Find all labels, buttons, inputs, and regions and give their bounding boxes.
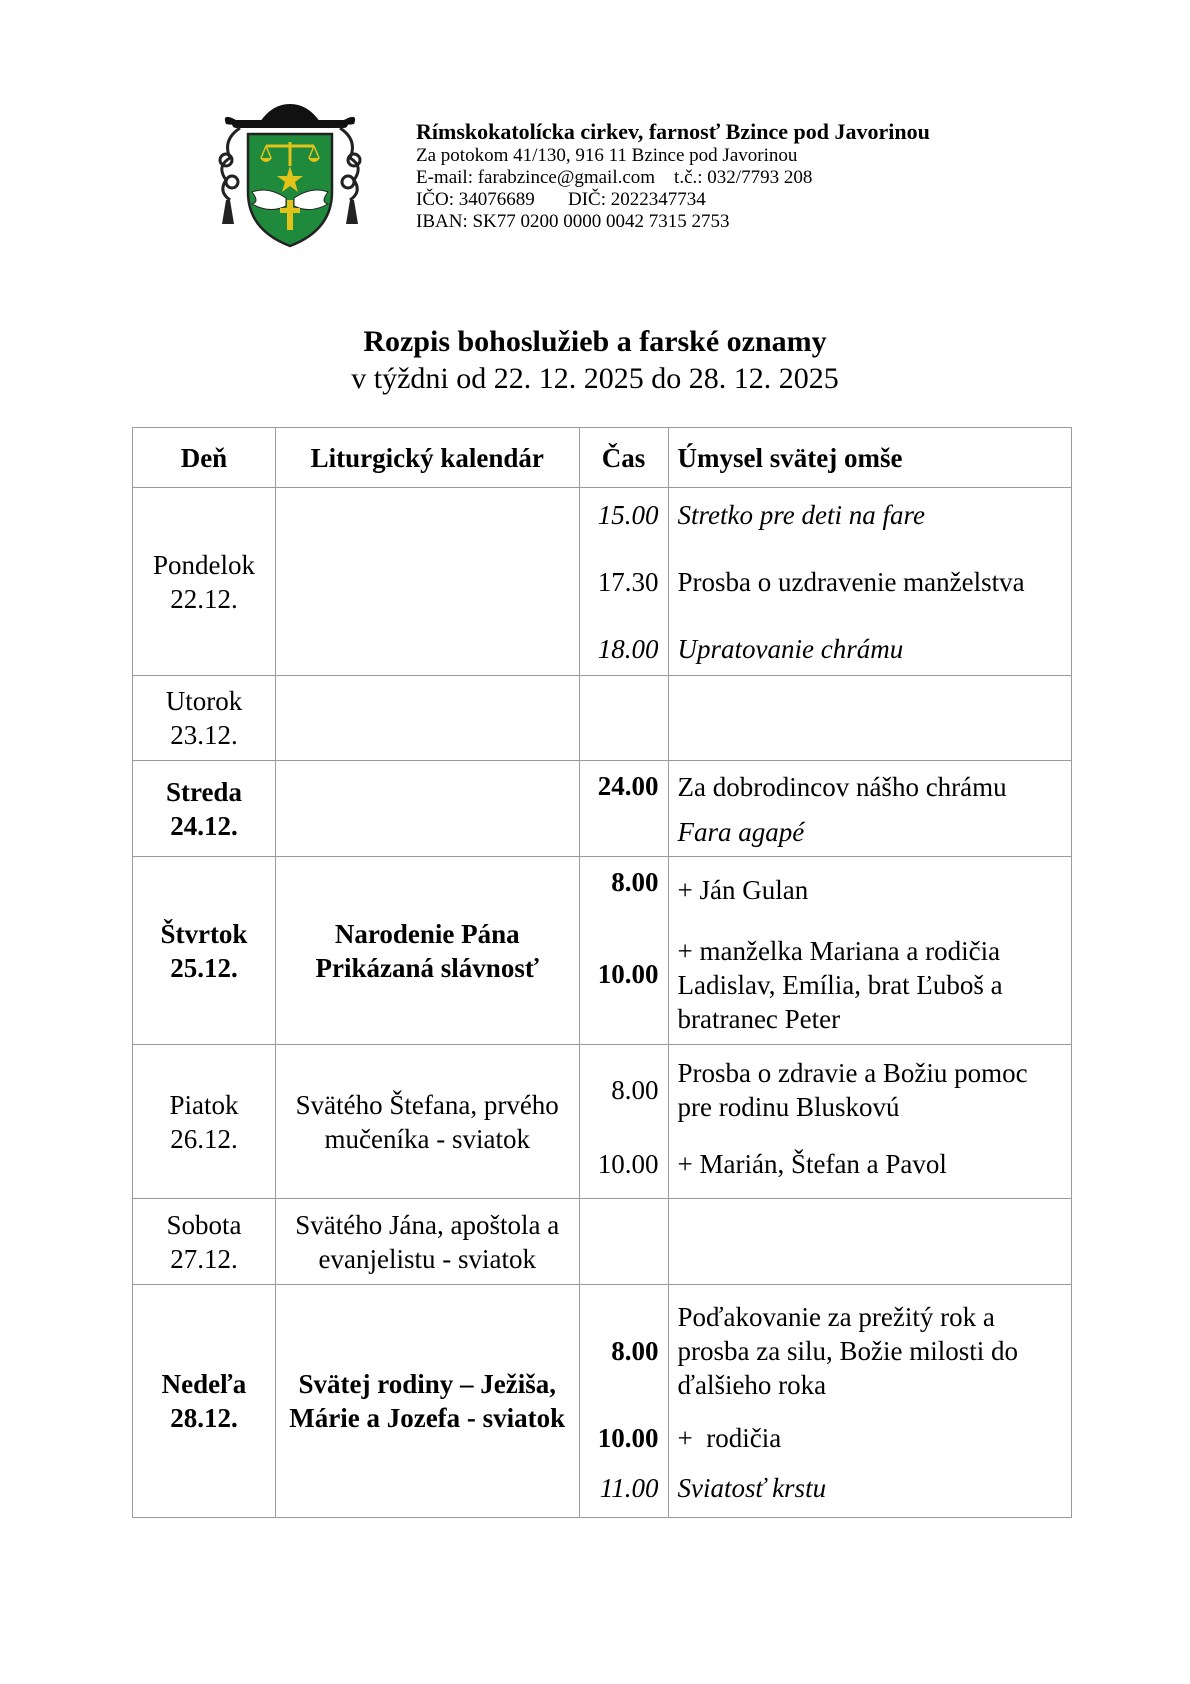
day-date: 27.12. xyxy=(170,1243,238,1274)
table-row xyxy=(133,1045,1072,1199)
day-date: 26.12. xyxy=(170,1123,238,1154)
table-row xyxy=(133,676,1072,761)
parish-header xyxy=(416,119,930,233)
time-value: 10.00 xyxy=(597,1148,659,1179)
time-cell xyxy=(579,676,668,761)
liturgy-cell: Svätého Štefana, prvého mučeníka - sviatok xyxy=(275,1045,579,1199)
liturgy-title: Narodenie Pána xyxy=(334,918,520,949)
intention-text: + manželka Mariana a rodičia Ladislav, Emília, brat Ľuboš a bratranec Peter xyxy=(677,935,1003,1034)
column-header-liturgy: Liturgický kalendár xyxy=(275,428,579,488)
intention-cell xyxy=(668,761,1072,857)
intention-text: Poďakovanie za prežitý rok a prosba za silu, Božie milosti do ďalšieho roka xyxy=(677,1302,1018,1400)
liturgy-cell: Svätého Jána, apoštola a evanjelistu - sviatok xyxy=(275,1199,579,1285)
intention-cell xyxy=(668,1045,1072,1199)
day-name: Sobota xyxy=(166,1209,242,1240)
time-value: 10.00 xyxy=(597,1423,659,1453)
day-name: Streda xyxy=(165,776,242,807)
document-title xyxy=(0,323,1190,397)
table-row xyxy=(133,761,1072,857)
time-value: 18.00 xyxy=(597,633,659,664)
intention-text: Za dobrodincov nášho chrámu xyxy=(677,771,1007,802)
iban-line: IBAN: SK77 0200 0000 0042 7315 2753 xyxy=(416,211,730,232)
intention-text: Stretko pre deti na fare xyxy=(677,499,925,530)
column-header-time: Čas xyxy=(579,428,668,488)
day-date: 24.12. xyxy=(170,810,238,841)
time-cell xyxy=(579,857,668,1045)
intention-text: + Ján Gulan xyxy=(677,874,809,905)
schedule-table xyxy=(132,427,1072,1518)
intention-cell xyxy=(668,857,1072,1045)
day-date: 28.12. xyxy=(170,1403,238,1433)
day-cell xyxy=(133,761,276,857)
intention-cell xyxy=(668,488,1072,676)
intention-cell xyxy=(668,676,1072,761)
intention-cell xyxy=(668,1285,1072,1518)
day-cell xyxy=(133,1199,276,1285)
time-value: 15.00 xyxy=(597,499,659,530)
day-cell xyxy=(133,488,276,676)
email-phone-line: E-mail: farabzince@gmail.com t.č.: 032/7793 208 xyxy=(416,167,813,188)
time-cell xyxy=(579,1285,668,1518)
title-sub: v týždni od 22. 12. 2025 do 28. 12. 2025 xyxy=(351,362,839,395)
intention-text: Prosba o zdravie a Božiu pomoc pre rodinu Bluskovú xyxy=(677,1057,1028,1122)
time-cell xyxy=(579,1045,668,1199)
day-date: 22.12. xyxy=(170,583,238,614)
parish-crest-emblem xyxy=(212,100,368,250)
intention-text: Upratovanie chrámu xyxy=(677,633,904,664)
intention-text: + rodičia xyxy=(677,1423,782,1453)
ico-dic-line: IČO: 34076689 DIČ: 2022347734 xyxy=(416,189,706,210)
intention-cell xyxy=(668,1199,1072,1285)
time-value: 24.00 xyxy=(597,771,659,801)
time-value: 17.30 xyxy=(597,566,659,597)
table-row xyxy=(133,857,1072,1045)
liturgy-rank: Prikázaná slávnosť xyxy=(315,952,539,983)
day-cell xyxy=(133,857,276,1045)
liturgy-cell xyxy=(275,676,579,761)
organization-name: Rímskokatolícka cirkev, farnosť Bzince pod Javorinou xyxy=(416,119,930,144)
day-name: Nedeľa xyxy=(161,1369,247,1399)
table-header-row xyxy=(133,428,1072,488)
table-row xyxy=(133,1285,1072,1518)
time-cell xyxy=(579,761,668,857)
time-value: 8.00 xyxy=(611,1074,659,1105)
time-value: 10.00 xyxy=(597,958,659,989)
time-cell xyxy=(579,488,668,676)
day-name: Štvrtok xyxy=(160,918,248,949)
intention-text: Prosba o uzdravenie manželstva xyxy=(677,566,1025,597)
liturgy-cell xyxy=(275,488,579,676)
day-cell xyxy=(133,1285,276,1518)
table-row xyxy=(133,488,1072,676)
time-value: 11.00 xyxy=(599,1473,659,1503)
intention-text: Fara agapé xyxy=(677,816,805,847)
liturgy-cell xyxy=(275,761,579,857)
column-header-day: Deň xyxy=(133,428,276,488)
time-value: 8.00 xyxy=(611,866,659,897)
day-cell xyxy=(133,676,276,761)
liturgy-cell xyxy=(275,857,579,1045)
time-cell xyxy=(579,1199,668,1285)
title-main: Rozpis bohoslužieb a farské oznamy xyxy=(363,325,827,358)
intention-text: Sviatosť krstu xyxy=(677,1473,827,1503)
day-date: 23.12. xyxy=(170,720,238,750)
day-date: 25.12. xyxy=(170,952,238,983)
address-line: Za potokom 41/130, 916 11 Bzince pod Javorinou xyxy=(416,145,798,166)
liturgy-cell: Svätej rodiny – Ježiša, Márie a Jozefa - sviatok xyxy=(275,1285,579,1518)
time-value: 8.00 xyxy=(611,1336,659,1366)
day-name: Pondelok xyxy=(152,549,255,580)
table-row xyxy=(133,1199,1072,1285)
day-cell xyxy=(133,1045,276,1199)
column-header-intention: Úmysel svätej omše xyxy=(668,428,1072,488)
intention-text: + Marián, Štefan a Pavol xyxy=(677,1148,947,1179)
day-name: Piatok xyxy=(169,1089,239,1120)
day-name: Utorok xyxy=(165,686,243,716)
